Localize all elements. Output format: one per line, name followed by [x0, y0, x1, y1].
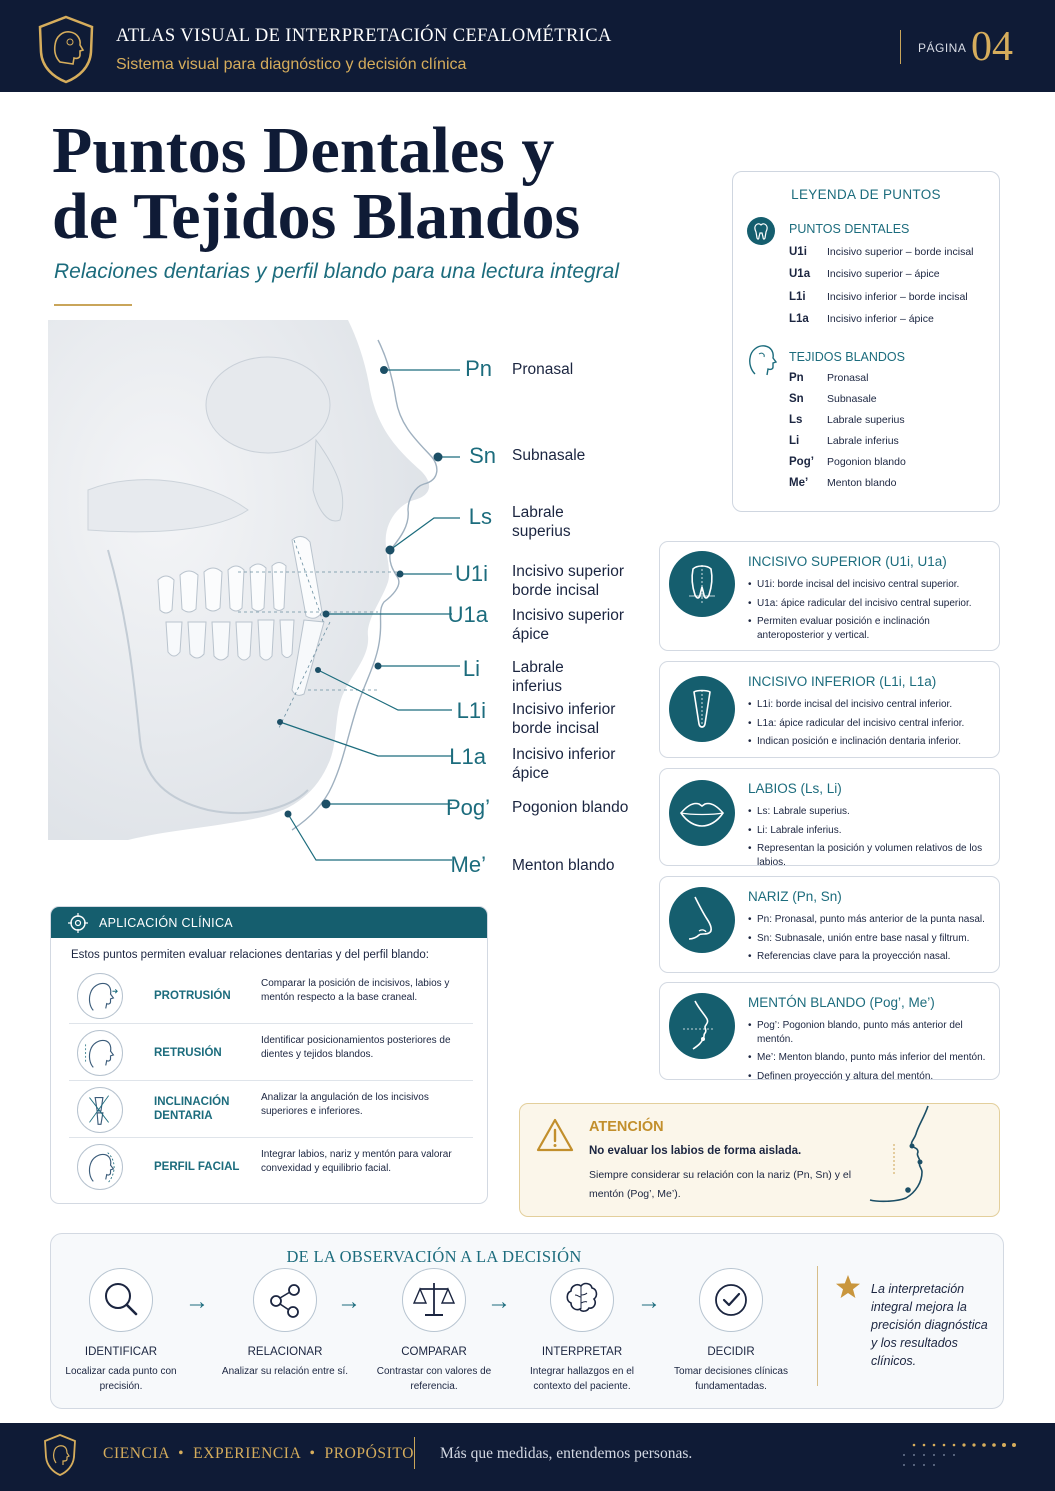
page-title-line-2: de Tejidos Blandos: [52, 180, 581, 253]
nose-icon: [669, 887, 735, 953]
decorative-dots: [894, 1439, 1024, 1479]
clinical-intro: Estos puntos permiten evaluar relaciones dentarias y del perfil blando:: [71, 949, 429, 961]
legend-desc: Pronasal: [827, 372, 869, 384]
star-icon: [835, 1274, 861, 1300]
landmark-name-pn: Pronasal: [512, 361, 574, 378]
facial-profile-icon: [77, 1144, 123, 1190]
card-bullet: • Pog’: Pogonion blando, punto más anterior del mentón.: [748, 1019, 996, 1046]
card-bullet: • Indican posición e inclinación dentaria inferior.: [748, 735, 996, 749]
clinical-row-retrusion: [69, 1024, 473, 1080]
legend-desc: Subnasale: [827, 393, 877, 405]
card-bullets: [748, 913, 996, 969]
card-bullet: • Definen proyección y altura del mentón.: [748, 1070, 996, 1084]
clinical-label: PROTRUSIÓN: [154, 990, 231, 1002]
warning-triangle-icon: [536, 1118, 574, 1152]
landmark-name-l1a-line-1: Incisivo inferior: [512, 746, 616, 763]
clinical-label: RETRUSIÓN: [154, 1047, 222, 1059]
legend-code: Me’: [789, 477, 809, 489]
legend-desc: Incisivo inferior – ápice: [827, 313, 934, 325]
motto-experiencia: EXPERIENCIA: [193, 1445, 301, 1462]
card-bullet: • U1i: borde incisal del incisivo central superior.: [748, 578, 996, 592]
landmark-code-li: Li: [462, 656, 480, 681]
legend-panel: [732, 171, 1000, 512]
landmark-name-li: [512, 658, 564, 696]
card-bullets: [748, 805, 996, 874]
clinical-application-panel: [50, 906, 488, 1204]
process-quote: La interpretación integral mejora la precisión diagnóstica y los resultados clínicos.: [871, 1282, 988, 1368]
card-bullet: • Me’: Menton blando, punto más inferior del mentón.: [748, 1051, 996, 1065]
landmark-code-l1i: L1i: [456, 698, 486, 723]
legend-row-l1a: [789, 313, 994, 325]
legend-desc: Incisivo superior – ápice: [827, 268, 940, 280]
card-bullet: • Sn: Subnasale, unión entre base nasal y filtrum.: [748, 932, 996, 946]
landmark-name-u1i-line-2: borde incisal: [512, 582, 600, 599]
card-bullet: • Li: Labrale inferius.: [748, 824, 996, 838]
legend-code: U1i: [789, 246, 807, 258]
page-label: PÁGINA: [918, 41, 967, 55]
scale-icon: [402, 1268, 466, 1332]
check-circle-icon: [699, 1268, 763, 1332]
clinical-row-protrusion: [69, 967, 473, 1023]
legend-code: Sn: [789, 393, 804, 405]
legend-row-u1i: [789, 246, 994, 258]
card-title: LABIOS (Ls, Li): [748, 781, 842, 796]
page-number: 04: [971, 24, 1013, 70]
card-title: MENTÓN BLANDO (Pog’, Me’): [748, 995, 935, 1010]
landmark-name-li-line-2: inferius: [512, 678, 562, 695]
upper-incisor-icon: [669, 551, 735, 617]
legend-desc: Menton blando: [827, 477, 897, 489]
step-title: IDENTIFICAR: [84, 1346, 158, 1358]
landmark-name-ls: [512, 503, 571, 541]
landmark-name-me: Menton blando: [512, 857, 615, 874]
card-bullets: [748, 1019, 996, 1088]
landmark-name-l1i-line-2: borde incisal: [512, 720, 600, 737]
incisor-inclination-icon: [77, 1087, 123, 1133]
card-nose: [659, 876, 1000, 973]
attention-bold-text: No evaluar los labios de forma aislada.: [589, 1145, 802, 1157]
landmark-code-me: Me’: [450, 852, 486, 877]
step-desc: Localizar cada punto con precisión.: [65, 1366, 177, 1392]
step-title: INTERPRETAR: [541, 1346, 623, 1358]
landmark-code-pn: Pn: [465, 356, 492, 381]
arrow-right-icon: →: [637, 1288, 661, 1315]
landmark-name-ls-line-1: Labrale: [512, 504, 564, 521]
card-bullet: • L1i: borde incisal del incisivo central inferior.: [748, 698, 996, 712]
card-bullets: [748, 578, 996, 647]
legend-row-me: [789, 477, 994, 489]
landmark-name-ls-line-2: superius: [512, 523, 571, 540]
motto-separator: •: [305, 1445, 320, 1462]
landmark-name-li-line-1: Labrale: [512, 659, 564, 676]
legend-desc: Incisivo superior – borde incisal: [827, 246, 974, 258]
atlas-title: ATLAS VISUAL DE INTERPRETACIÓN CEFALOMÉTRICA: [116, 26, 612, 46]
landmark-code-u1a: U1a: [447, 602, 488, 627]
step-interpretar: [512, 1268, 652, 1398]
landmark-name-sn: Subnasale: [512, 447, 586, 464]
clinical-label-line-1: INCLINACIÓN: [154, 1096, 230, 1108]
footer-motto: [103, 1445, 414, 1463]
legend-row-l1i: [789, 291, 994, 303]
clinical-desc: Identificar posicionamientos posteriores de dientes y tejidos blandos.: [261, 1035, 451, 1060]
landmark-code-sn: Sn: [469, 443, 496, 468]
landmark-name-l1i: [512, 700, 615, 738]
motto-proposito: PROPÓSITO: [324, 1445, 414, 1462]
landmark-code-u1i: U1i: [454, 561, 488, 586]
card-bullet: • Permiten evaluar posición e inclinación anteroposterior y vertical.: [748, 615, 996, 642]
attention-title: ATENCIÓN: [589, 1119, 664, 1135]
step-title: COMPARAR: [401, 1346, 467, 1358]
chin-profile-icon: [669, 993, 735, 1059]
title-rule: [54, 304, 132, 306]
step-desc: Tomar decisiones clínicas fundamentadas.: [674, 1366, 788, 1392]
step-relacionar: [215, 1268, 355, 1398]
legend-soft-title: TEJIDOS BLANDOS: [789, 350, 905, 364]
landmark-code-l1a: L1a: [449, 744, 486, 769]
card-lower-incisor: [659, 661, 1000, 758]
legend-code: L1a: [789, 313, 809, 325]
arrow-right-icon: →: [487, 1288, 511, 1315]
tooth-icon: [746, 216, 776, 246]
page-title-line-1: Puntos Dentales y: [52, 114, 555, 187]
footer: [0, 1423, 1055, 1491]
clinical-label-inclination: [154, 1095, 229, 1123]
step-title: DECIDIR: [707, 1346, 755, 1358]
face-profile-icon: [745, 342, 777, 378]
legend-title: LEYENDA DE PUNTOS: [791, 187, 941, 202]
landmark-code-ls: Ls: [468, 504, 492, 529]
legend-code: Pog’: [789, 456, 814, 468]
card-bullet: • L1a: ápice radicular del incisivo central inferior.: [748, 717, 996, 731]
card-bullets: [748, 698, 996, 754]
legend-desc: Labrale superius: [827, 414, 905, 426]
motto-separator: •: [173, 1445, 189, 1462]
card-bullet: • Ls: Labrale superius.: [748, 805, 996, 819]
legend-code: Li: [789, 435, 800, 447]
landmark-name-pog: Pogonion blando: [512, 799, 629, 816]
network-icon: [253, 1268, 317, 1332]
decision-process-panel: [50, 1233, 1004, 1409]
lips-icon: [669, 780, 735, 846]
process-divider: [817, 1266, 818, 1386]
card-bullet: • U1a: ápice radicular del incisivo central superior.: [748, 597, 996, 611]
card-bullet: • Referencias clave para la proyección nasal.: [748, 950, 996, 964]
motto-ciencia: CIENCIA: [103, 1445, 170, 1462]
atlas-subtitle: Sistema visual para diagnóstico y decisión clínica: [116, 56, 467, 73]
landmark-name-u1a-line-2: ápice: [512, 626, 550, 643]
card-title: NARIZ (Pn, Sn): [748, 889, 842, 904]
head-protrusion-icon: [77, 973, 123, 1019]
lower-incisor-icon: [669, 676, 735, 742]
step-desc: Integrar hallazgos en el contexto del paciente.: [530, 1366, 634, 1392]
magnifier-icon: [89, 1268, 153, 1332]
legend-row-sn: [789, 393, 994, 405]
clinical-label-line-2: DENTARIA: [154, 1110, 213, 1122]
step-decidir: [661, 1268, 801, 1398]
legend-code: Pn: [789, 372, 804, 384]
legend-code: L1i: [789, 291, 806, 303]
legend-desc: Labrale inferius: [827, 435, 899, 447]
page-title: [52, 114, 692, 253]
footer-divider: [414, 1437, 415, 1469]
landmark-name-u1i-line-1: Incisivo superior: [512, 563, 624, 580]
card-upper-incisor: [659, 541, 1000, 651]
step-title: RELACIONAR: [247, 1346, 323, 1358]
legend-row-li: [789, 435, 994, 447]
arrow-right-icon: →: [185, 1288, 209, 1315]
landmark-name-u1a: [512, 606, 624, 644]
process-title: DE LA OBSERVACIÓN A LA DECISIÓN: [286, 1247, 582, 1266]
step-desc: Contrastar con valores de referencia.: [376, 1366, 492, 1392]
footer-shield-icon: [42, 1433, 78, 1477]
card-bullet: • Representan la posición y volumen relativos de los labios.: [748, 842, 996, 869]
legend-code: U1a: [789, 268, 811, 280]
clinical-desc: Integrar labios, nariz y mentón para valorar convexidad y equilibrio facial.: [261, 1149, 452, 1174]
clinical-desc: Analizar la angulación de los incisivos superiores e inferiores.: [261, 1092, 429, 1117]
landmark-name-u1a-line-1: Incisivo superior: [512, 607, 624, 624]
card-soft-chin: [659, 982, 1000, 1080]
attention-body-text: Siempre considerar su relación con la nariz (Pn, Sn) y el mentón (Pog’, Me’).: [589, 1169, 852, 1200]
legend-row-pog: [789, 456, 994, 468]
page-subtitle: Relaciones dentarias y perfil blando para una lectura integral: [54, 260, 620, 283]
landmark-code-pog: Pog’: [445, 795, 490, 820]
card-bullet: • Pn: Pronasal, punto más anterior de la punta nasal.: [748, 913, 996, 927]
card-lips: [659, 768, 1000, 866]
legend-row-u1a: [789, 268, 994, 280]
legend-row-ls: [789, 414, 994, 426]
step-identificar: [51, 1268, 191, 1398]
legend-row-pn: [789, 372, 994, 384]
brain-icon: [550, 1268, 614, 1332]
legend-code: Ls: [789, 414, 803, 426]
landmark-name-l1i-line-1: Incisivo inferior: [512, 701, 616, 718]
card-title: INCISIVO INFERIOR (L1i, L1a): [748, 674, 937, 689]
landmark-name-l1a-line-2: ápice: [512, 765, 550, 782]
step-desc: Analizar su relación entre sí.: [221, 1366, 349, 1377]
header: [0, 0, 1055, 92]
target-icon: [67, 912, 89, 934]
footer-tagline: Más que medidas, entendemos personas.: [440, 1445, 693, 1462]
attention-box: [519, 1103, 1000, 1217]
shield-logo-icon: [36, 14, 96, 84]
card-title: INCISIVO SUPERIOR (U1i, U1a): [748, 554, 947, 569]
clinical-row-facial-profile: [69, 1138, 473, 1194]
legend-desc: Pogonion blando: [827, 456, 906, 468]
landmark-name-l1a: [512, 745, 615, 783]
head-retrusion-icon: [77, 1030, 123, 1076]
landmark-name-u1i: [512, 562, 624, 600]
arrow-right-icon: →: [337, 1288, 361, 1315]
clinical-row-inclination: [69, 1081, 473, 1137]
legend-desc: Incisivo inferior – borde incisal: [827, 291, 968, 303]
profile-outline-icon: [866, 1104, 976, 1204]
page-divider: [900, 30, 901, 64]
clinical-title: APLICACIÓN CLÍNICA: [99, 916, 233, 930]
clinical-desc: Comparar la posición de incisivos, labios y mentón respecto a la base craneal.: [261, 978, 450, 1003]
legend-dental-title: PUNTOS DENTALES: [789, 222, 910, 236]
clinical-label: PERFIL FACIAL: [154, 1161, 240, 1173]
step-comparar: [364, 1268, 504, 1398]
